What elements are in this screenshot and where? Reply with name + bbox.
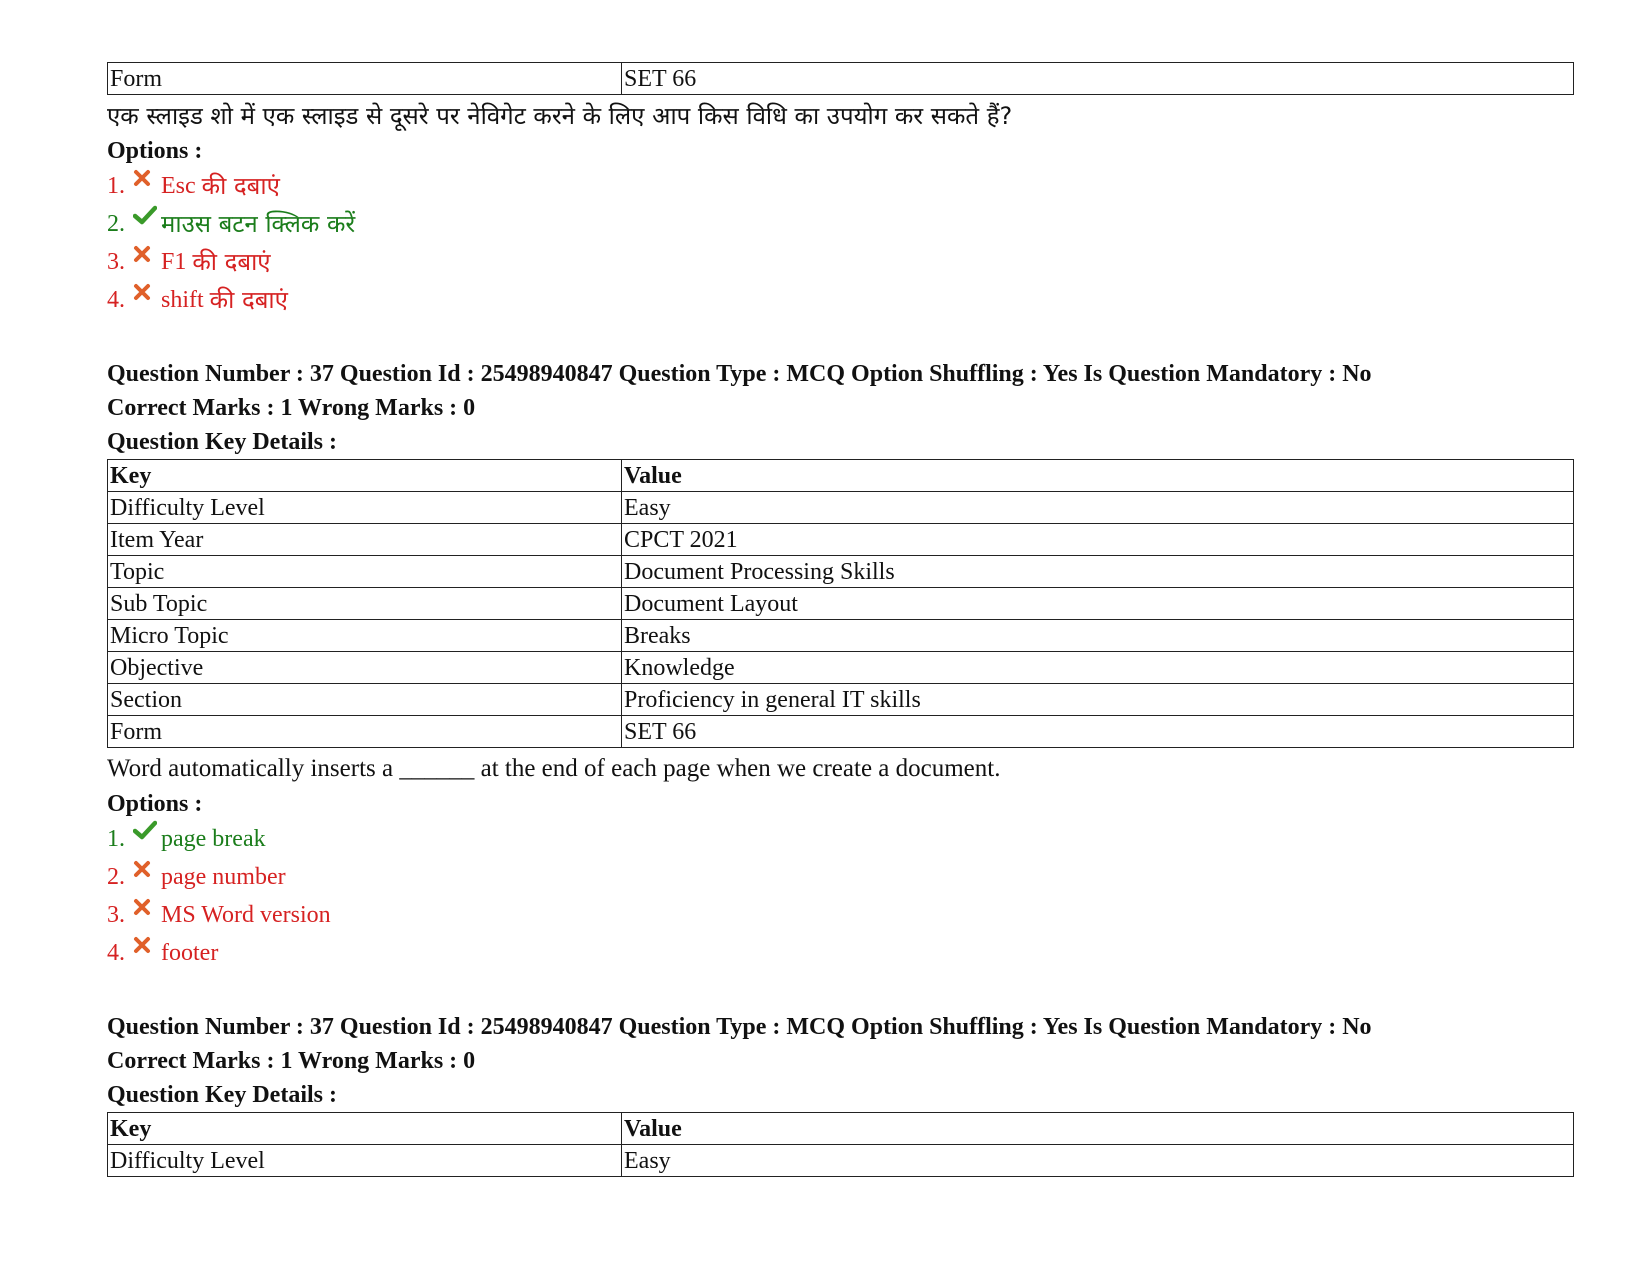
table-row: [108, 716, 1574, 748]
table-header-value: Value: [622, 460, 1574, 492]
table-header-row: [108, 1113, 1574, 1145]
question-meta-line: Question Number : 37 Question Id : 25498940847 Question Type : MCQ Option Shuffling : Yes Is Question Mandatory : No: [107, 1014, 1372, 1040]
table-row: [108, 492, 1574, 524]
cross-icon: [133, 852, 161, 890]
key-details-table-top: [107, 62, 1574, 95]
table-row: [108, 1145, 1574, 1177]
option-number: 3.: [107, 249, 125, 275]
key-details-table: [107, 1112, 1574, 1177]
table-value-cell: Proficiency in general IT skills: [622, 684, 1574, 716]
table-value-cell: Document Layout: [622, 588, 1574, 620]
cross-icon: [133, 928, 161, 966]
table-key-cell: Sub Topic: [108, 588, 622, 620]
table-row: [108, 588, 1574, 620]
question-meta-line: Question Number : 37 Question Id : 25498940847 Question Type : MCQ Option Shuffling : Yes Is Question Mandatory : No: [107, 361, 1372, 387]
check-icon: [133, 814, 161, 852]
option-number: 3.: [107, 902, 125, 928]
question-text: एक स्लाइड शो में एक स्लाइड से दूसरे पर नेविगेट करने के लिए आप किस विधि का उपयोग कर सकते हैं?: [107, 102, 1013, 130]
table-header-value: Value: [622, 1113, 1574, 1145]
option-text: footer: [161, 940, 219, 966]
table-row: [108, 684, 1574, 716]
option-text-hi: की दबाएं: [209, 286, 288, 314]
table-value-cell: Document Processing Skills: [622, 556, 1574, 588]
table-row: [108, 63, 1574, 95]
option-text: MS Word version: [161, 902, 331, 928]
table-key-cell: Difficulty Level: [108, 1145, 622, 1177]
table-row: [108, 524, 1574, 556]
table-value-cell: Easy: [622, 492, 1574, 524]
option-text-en: F1: [161, 249, 187, 275]
table-key-cell: Section: [108, 684, 622, 716]
marks-line: Correct Marks : 1 Wrong Marks : 0: [107, 395, 476, 421]
option-text-hi: की दबाएं: [201, 172, 280, 200]
table-key-cell: Form: [108, 716, 622, 748]
options-label: Options :: [107, 791, 203, 817]
cross-icon: [133, 890, 161, 928]
option-item: [107, 205, 1577, 243]
cross-icon: [133, 237, 161, 275]
table-key-cell: Form: [108, 63, 622, 95]
option-item: [107, 934, 1577, 972]
table-header-key: Key: [108, 460, 622, 492]
option-number: 1.: [107, 826, 125, 852]
table-value-cell: Breaks: [622, 620, 1574, 652]
table-row: [108, 652, 1574, 684]
option-item: [107, 167, 1577, 205]
option-number: 4.: [107, 287, 125, 313]
key-details-label: Question Key Details :: [107, 1082, 337, 1108]
table-row: [108, 556, 1574, 588]
option-text-en: Esc: [161, 173, 196, 199]
table-key-cell: Item Year: [108, 524, 622, 556]
table-key-cell: Objective: [108, 652, 622, 684]
document-page: [107, 62, 1577, 1183]
options-label: Options :: [107, 138, 203, 164]
cross-icon: [133, 275, 161, 313]
option-item: [107, 820, 1577, 858]
table-key-cell: Topic: [108, 556, 622, 588]
check-icon: [133, 199, 161, 237]
marks-line: Correct Marks : 1 Wrong Marks : 0: [107, 1048, 476, 1074]
key-details-table: [107, 459, 1574, 748]
key-details-label: Question Key Details :: [107, 429, 337, 455]
table-clip: [107, 1112, 1577, 1183]
table-header-row: [108, 460, 1574, 492]
option-text-hi: की दबाएं: [192, 248, 271, 276]
table-value-cell: Easy: [622, 1145, 1574, 1177]
option-number: 2.: [107, 211, 125, 237]
table-value-cell: SET 66: [622, 63, 1574, 95]
option-text-hi: माउस बटन क्लिक करें: [161, 210, 356, 238]
option-text: page break: [161, 826, 266, 852]
table-row: [108, 620, 1574, 652]
option-item: [107, 281, 1577, 319]
option-item: [107, 243, 1577, 281]
option-text: page number: [161, 864, 286, 890]
table-value-cell: CPCT 2021: [622, 524, 1574, 556]
table-key-cell: Difficulty Level: [108, 492, 622, 524]
table-key-cell: Micro Topic: [108, 620, 622, 652]
option-item: [107, 896, 1577, 934]
option-number: 1.: [107, 173, 125, 199]
table-header-key: Key: [108, 1113, 622, 1145]
option-number: 2.: [107, 864, 125, 890]
question-text: Word automatically inserts a ______ at the end of each page when we create a document.: [107, 755, 1001, 782]
table-value-cell: SET 66: [622, 716, 1574, 748]
cross-icon: [133, 161, 161, 199]
option-text-en: shift: [161, 287, 204, 313]
table-value-cell: Knowledge: [622, 652, 1574, 684]
option-item: [107, 858, 1577, 896]
option-number: 4.: [107, 940, 125, 966]
